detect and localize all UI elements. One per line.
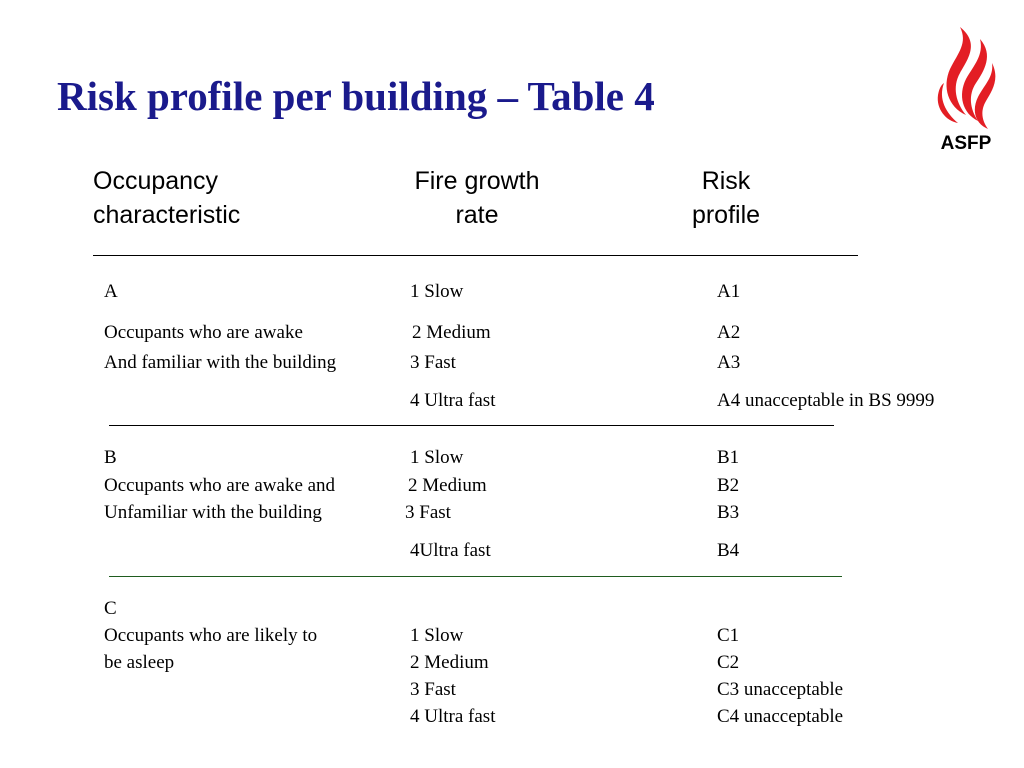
header-occupancy — [93, 164, 240, 232]
group-c-growth-3: 3 Fast — [410, 679, 456, 700]
group-b-growth-3: 3 Fast — [405, 502, 451, 523]
slide-title: Risk profile per building – Table 4 — [57, 73, 655, 119]
logo-text: ASFP — [940, 133, 992, 154]
group-c-growth-1: 1 Slow — [410, 625, 464, 646]
group-c-code: C — [104, 598, 117, 619]
group-b-risk-3: B3 — [717, 502, 740, 523]
group-a-risk-4: A4 unacceptable in BS 9999 — [717, 390, 935, 411]
group-c-risk-1: C1 — [717, 625, 740, 646]
group-a-occupancy-line1: Occupants who are awake — [104, 322, 303, 343]
group-b-rule — [109, 576, 842, 577]
group-c-risk-2: C2 — [717, 652, 740, 673]
group-b-risk-2: B2 — [717, 475, 740, 496]
asfp-flame-logo — [930, 25, 1000, 155]
group-a-occupancy-line2: And familiar with the building — [104, 352, 337, 373]
group-b-growth-4: 4Ultra fast — [410, 540, 491, 561]
group-c-growth-2: 2 Medium — [410, 652, 489, 673]
group-c-risk-4: C4 unacceptable — [717, 706, 844, 727]
header-occupancy-line1: Occupancy — [93, 167, 219, 195]
group-a-code: A — [104, 281, 118, 302]
group-c-risk-3: C3 unacceptable — [717, 679, 844, 700]
header-fire-growth-line2: rate — [455, 201, 499, 229]
group-a-growth-2: 2 Medium — [412, 322, 491, 343]
group-a-growth-4: 4 Ultra fast — [410, 390, 496, 411]
group-b-risk-4: B4 — [717, 540, 740, 561]
header-risk-profile — [678, 164, 774, 232]
group-a-risk-1: A1 — [717, 281, 741, 302]
header-risk-profile-line2: profile — [691, 201, 761, 229]
header-rule — [93, 255, 858, 256]
group-a-growth-3: 3 Fast — [410, 352, 456, 373]
group-c-occupancy-line1: Occupants who are likely to — [104, 625, 318, 646]
group-a-risk-3: A3 — [717, 352, 741, 373]
group-c-growth-4: 4 Ultra fast — [410, 706, 496, 727]
group-c-occupancy-line2: be asleep — [104, 652, 175, 673]
group-b-growth-2: 2 Medium — [408, 475, 487, 496]
header-risk-profile-line1: Risk — [701, 167, 751, 195]
group-a-rule — [109, 425, 834, 426]
group-b-code: B — [104, 447, 117, 468]
group-b-risk-1: B1 — [717, 447, 740, 468]
group-b-growth-1: 1 Slow — [410, 447, 464, 468]
header-fire-growth-line1: Fire growth — [414, 167, 540, 195]
header-occupancy-line2: characteristic — [93, 201, 241, 229]
group-a-risk-2: A2 — [717, 322, 741, 343]
group-b-occupancy-line1: Occupants who are awake and — [104, 475, 336, 496]
header-fire-growth — [400, 164, 554, 232]
group-b-occupancy-line2: Unfamiliar with the building — [104, 502, 322, 523]
group-a-growth-1: 1 Slow — [410, 281, 464, 302]
